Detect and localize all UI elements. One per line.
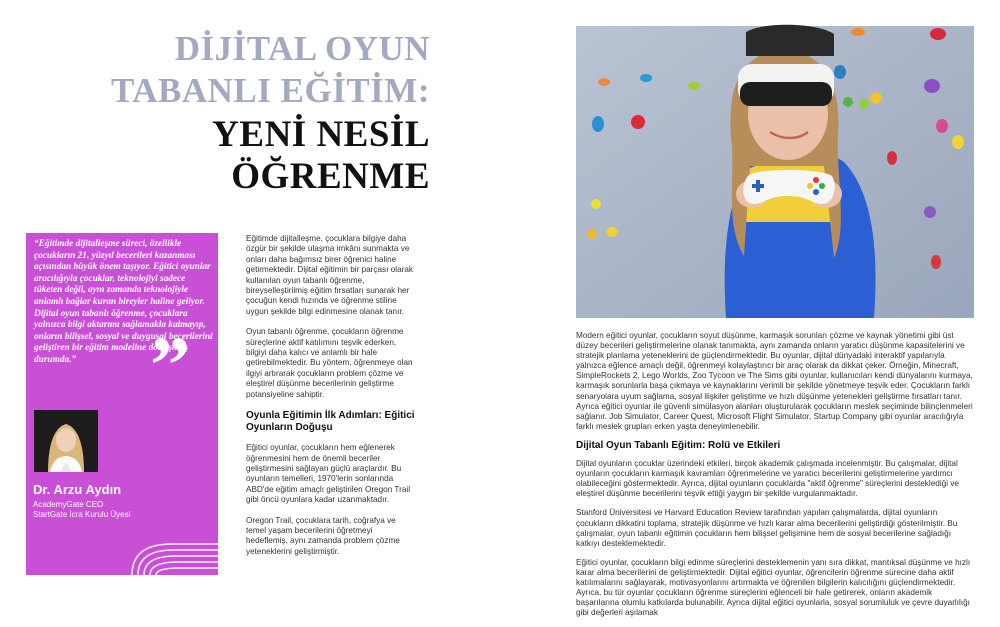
middle-paragraph-1: Eğitimde dijitalleşme, çocuklara bilgiye daha özgür bir şekilde ulaşma imkânı sunmakta ve onları daha bağımsız birer öğrenici haline getirmektedir. Dijital eğitimin bir parçası olarak kullanılan oyun tabanlı öğrenme, bireyselleştirilmiş eğitim fırsatları sunarak her çocuğun kendi hızında ve öğrenme stiline uygun şekilde bilgi edinmesine olanak tanır. xyxy=(246,234,413,316)
middle-column xyxy=(246,234,416,567)
title-line-3: YENİ NESİL ÖĞRENME xyxy=(212,114,430,197)
closing-quote-icon: ” xyxy=(150,322,190,410)
right-paragraph-1: Modern eğitici oyunlar, çocukların soyut düşünme, karmaşık sorunları çözme ve kaynak yönetimi gibi üst düzey becerileri geliştirmelerine olanak tanımakta, aynı zamanda onların yaratıcı düşünme kapasitelerini ve stratejik planlama yeteneklerini de güçlendirmektedir. Bu oyunlar, dijital dünyadaki interaktif yapılarıyla yalnızca eğlence amaçlı değil, öğrenmeyi kolaylaştırıcı bir araç olarak da dikkat çeker. Örneğin, Minecraft, SimpleRockets 2, Lego Worlds, Zoo Tycoon ve The Sims gibi oyunlar, kullanıcıları kendi dünyalarını kurmaya, karmaşık sorunlarla başa çıkmaya ve kaynaklarını verimli bir şekilde yönetmeye teşvik eder. Çocukların farklı senaryolara uyum sağlama, sosyal ilişkiler geliştirme ve hızlı düşünme yetenekleri geliştirme fırsatları tanır. Ayrıca eğitici oyunlar ile güvenli simülasyon alanları oluşturularak çocukların meslek seçiminde bilinçlenmeleri sağlanır. Job Simulator, Career Quest, Microsoft Flight Simulator, Startup Company gibi oyunlar aracılığıyla farklı meslek grupları erken yaşta deneyimlenebilir. xyxy=(576,331,973,431)
title-line-2: TABANLI EĞİTİM: xyxy=(111,71,430,110)
middle-paragraph-2: Oyun tabanlı öğrenme, çocukların öğrenme süreçlerine aktif katılımını teşvik ederken, bilgiyi daha kalıcı ve anlamlı bir hale getirebilmektedir. Bu yöntem, öğrenmeye olan ilgiyi artırarak çocukların problem çözme ve eleştirel düşünme becerilerinin geliştirme potansiyeline sahiptir. xyxy=(246,327,413,399)
middle-paragraph-4: Oregon Trail, çocuklara tarih, coğrafya ve temel yaşam becerilerini öğretmeyi hedeflemiş, aynı zamanda problem çözme yeteneklerini geliştirmiştir. xyxy=(246,515,400,556)
title-line-1: DİJİTAL OYUN xyxy=(174,29,430,68)
right-paragraph-2: Dijital oyunların çocuklar üzerindeki etkileri, birçok akademik çalışmada incelenmiştir. Bu çalışmalar, dijital oyunların çocukların karmaşık kavramları öğrenmelerine ve yaratıcı becerilerini geliştirmelerine yardımcı olabileceğini göstermektedir. Ayrıca, dijital oyunların çocuklarda "aktif öğrenme" süreçlerini desteklediği ve eleştirel düşünme becerilerini teşvik ettiği yaygın bir şekilde vurgulanmaktadır. xyxy=(576,459,959,499)
middle-paragraph-3: Eğitici oyunlar, çocukların hem eğlenerek öğrenmesini hem de önemli beceriler geliştirmesini sağlayan güçlü araçlardır. Bu oyunların temelleri, 1970'lerin sonlarında ABD'de eğitim amaçlı geliştirilen Oregon Trail gibi öncü oyunlara kadar uzanmaktadır. xyxy=(246,443,411,505)
right-section-heading: Dijital Oyun Tabanlı Eğitim: Rolü ve Etkileri xyxy=(576,439,781,451)
article-title xyxy=(40,28,430,198)
author-portrait xyxy=(34,410,98,472)
right-paragraph-3: Stanford Üniversitesi ve Harvard Education Review tarafından yapılan çalışmalarda, dijital oyunların çocukların dikkatini toplama, stratejik düşünme ve hızlı karar alma becerilerini geliştirdiği gösterilmiştir. Bu çalışmalar, oyun tabanlı eğitimin çocukların hem bilişsel gelişimine hem de sosyal becerilerine sağladığı katkıyı desteklemektedir. xyxy=(576,508,958,548)
author-role-line-1: AcademyGate CEO xyxy=(33,500,104,509)
author-name: Dr. Arzu Aydın xyxy=(33,482,122,497)
child-vr-headset-photo xyxy=(576,26,974,318)
right-paragraph-4: Eğitici oyunlar, çocukların bilgi edinme süreçlerini desteklemenin yanı sıra dikkat, mantıksal düşünme ve hızlı karar alma becerilerini de geliştirmektedir. Dijital eğitici oyunlar, öğrencilerin öğrenme sürecine daha aktif katılımalarını sağlayarak, motivasyonlarını artırmakta ve öğrenilen bilgilerin kalıcılığını güçlendirmektedir. Ayrıca, bu tür oyunlar çocukların öğrenme süreçlerini eğlenceli bir hale getirerek, onların akademik başarılarına olumlu katkılarda bulunabilir. Ayrıca dijital eğitici oyunlarla, sosyal sorumluluk ve çevre duyarlılığı gibi değerleri aşılamak xyxy=(576,557,971,618)
pull-quote-text: “Eğitimde dijitalleşme süreci, özellikle çocukların 21. yüzyıl becerileri kazanması açısından büyük önem taşıyor. Eğitici oyunlar aracılığıyla çocuklar, teknolojiyi sadece tüketen değil, aynı zamanda teknolojiyle anlamlı bağlar kuran bireyler haline geliyor. Dijital oyun tabanlı öğrenme, çocuklara yalnızca bilgi aktarımı sağlamakla kalmayıp, onların bilişsel, sosyal ve duygusal becerilerini geliştiren bir eğitim modeline dönüşmüş durumda.” xyxy=(34,239,213,365)
author-role xyxy=(33,500,183,520)
author-role-line-2: StartGate İcra Kurulu Üyesi xyxy=(33,510,131,519)
middle-section-heading: Oyunla Eğitimin İlk Adımları: Eğitici Oyunların Doğuşu xyxy=(246,410,415,433)
right-column xyxy=(576,331,974,627)
curved-lines-decoration xyxy=(132,538,218,575)
left-page xyxy=(0,0,500,600)
